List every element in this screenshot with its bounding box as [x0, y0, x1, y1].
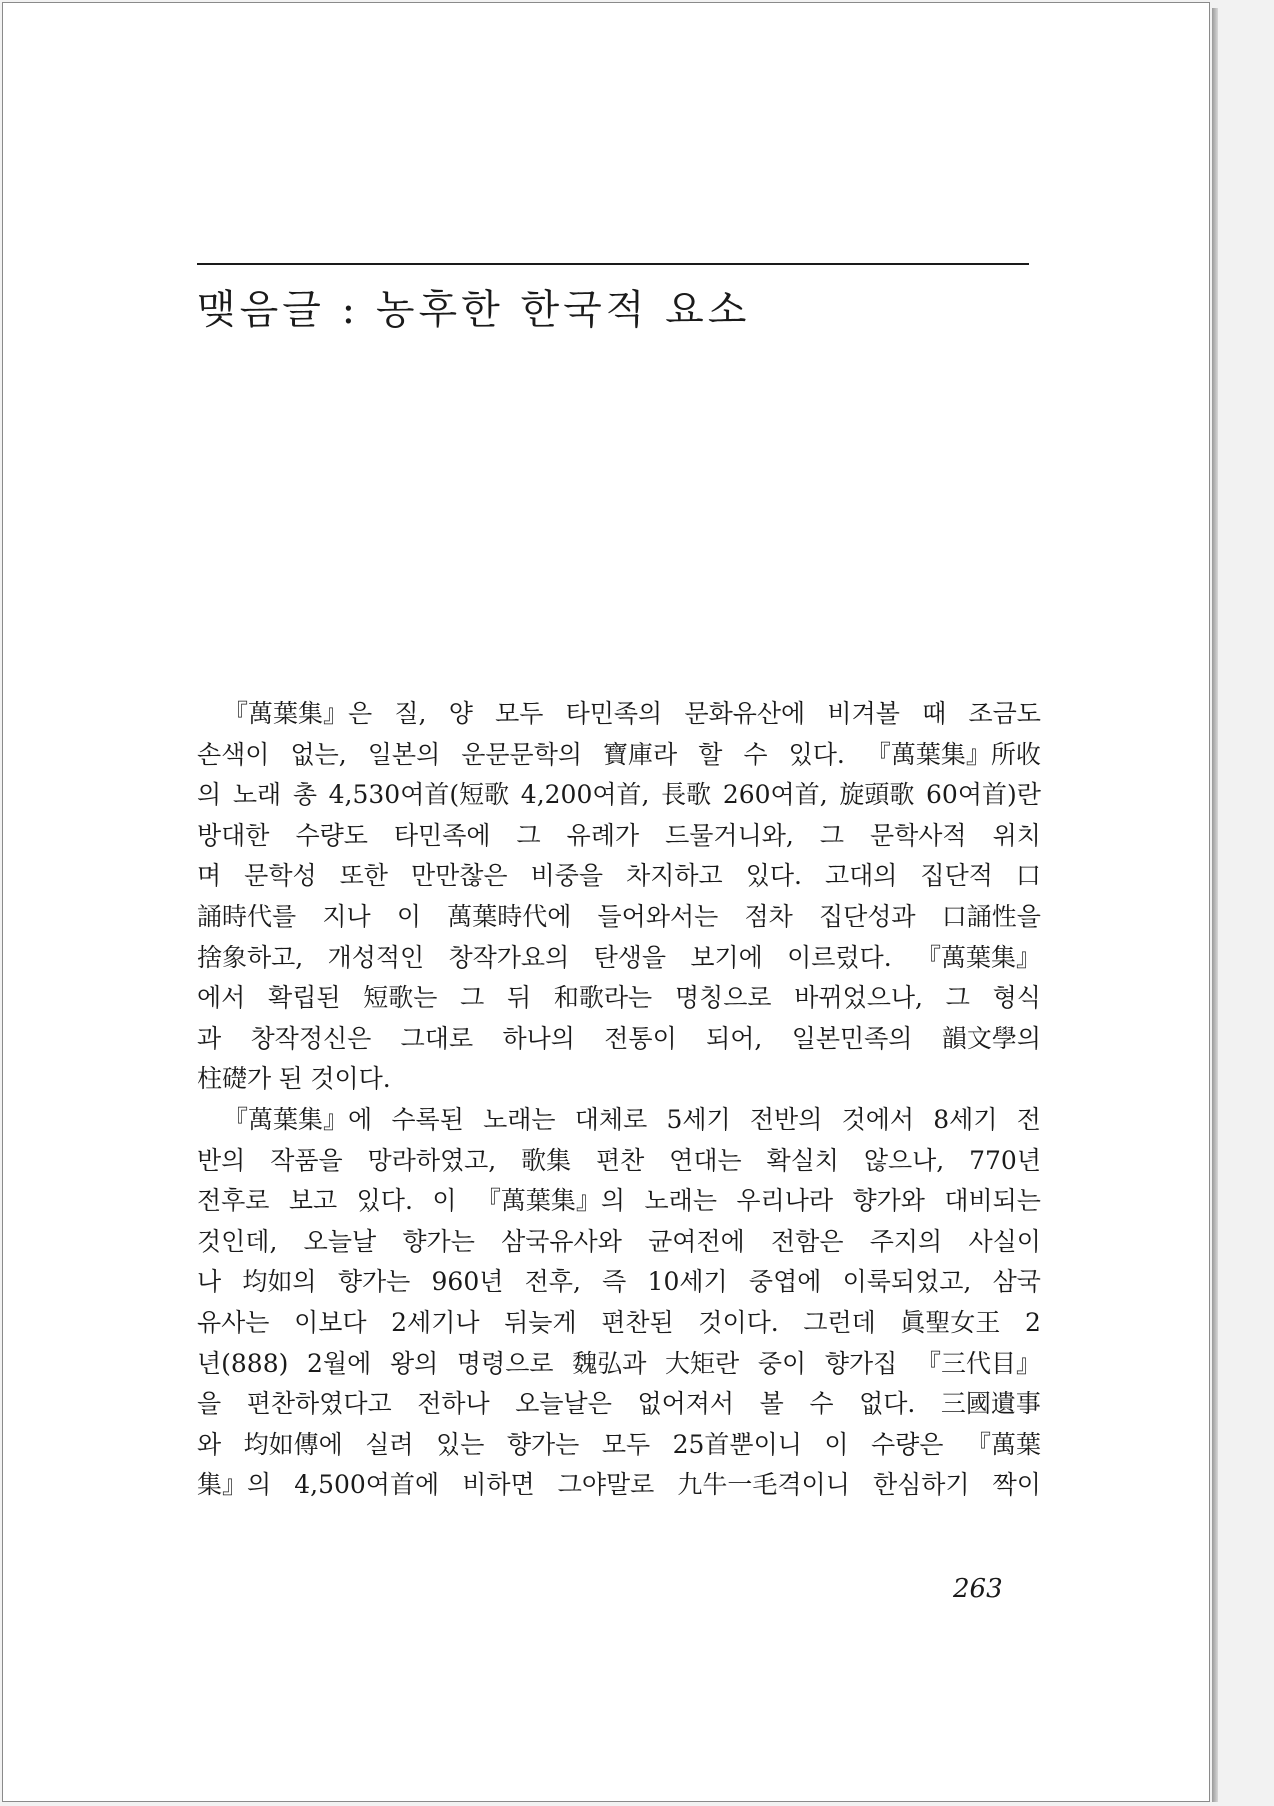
text-word: 또한 — [339, 861, 388, 891]
text-word: 되어, — [706, 1023, 763, 1053]
text-word: 노래는 — [483, 1104, 556, 1134]
text-word: 이 — [432, 1186, 457, 1216]
text-word: 한심하기 — [872, 1470, 970, 1500]
page-number: 263 — [953, 1574, 1003, 1604]
text-word: 조금도 — [968, 699, 1041, 728]
text-line — [197, 1465, 1041, 1506]
text-word: 이룩되었고, — [842, 1267, 972, 1297]
text-word: 『萬葉集』 — [915, 942, 1041, 972]
text-word: 실려 — [365, 1429, 414, 1459]
text-word: 없다. — [859, 1389, 916, 1419]
text-line — [197, 816, 1041, 857]
text-word: 수량은 — [871, 1429, 944, 1459]
text-word: 있다. — [745, 861, 802, 891]
text-word: 창작정신은 — [250, 1023, 372, 1053]
text-word: 운문문학의 — [461, 739, 583, 769]
text-word: 2월에 — [307, 1348, 372, 1378]
text-word: 없어져서 — [637, 1389, 735, 1419]
text-word: 방대한 — [197, 820, 270, 850]
text-word: 『萬葉集』의 — [475, 1186, 626, 1216]
text-word: 이보다 — [294, 1307, 367, 1337]
text-line — [197, 1222, 1041, 1263]
text-word: 대비되는 — [944, 1186, 1041, 1216]
text-word: 탄생을 — [593, 942, 667, 972]
text-word: 均如傳에 — [243, 1429, 343, 1459]
text-word: 유례가 — [566, 820, 640, 850]
text-word: 오늘날 — [303, 1226, 377, 1256]
text-word: 명령으로 — [456, 1348, 554, 1378]
text-word: 편찬 — [595, 1145, 645, 1175]
text-line — [197, 856, 1041, 897]
text-word: 이르렀다. — [787, 942, 892, 972]
text-word: 않으나, — [863, 1145, 945, 1175]
text-word: 수록된 — [391, 1104, 464, 1134]
text-line — [197, 938, 1041, 979]
text-line — [197, 1141, 1041, 1182]
text-word: 그 — [516, 820, 541, 850]
text-word: 九牛一毛격이니 — [677, 1470, 850, 1500]
text-word: 삼국유사와 — [501, 1226, 622, 1256]
text-word: 『萬葉集』에 — [223, 1104, 373, 1134]
text-word: 문학성 — [244, 861, 317, 891]
text-line — [197, 1262, 1041, 1303]
text-word: 즉 — [602, 1267, 627, 1297]
text-line — [197, 694, 1041, 735]
text-word: 이 — [824, 1429, 849, 1459]
chapter-title: 맺음글 : 농후한 한국적 요소 — [197, 287, 751, 333]
text-word: 들어와서는 — [597, 901, 719, 931]
text-word: 양 — [448, 699, 473, 728]
text-word: 4,200여首, — [520, 780, 650, 810]
text-word: 260여首, — [722, 780, 828, 810]
text-word: 10세기 — [647, 1267, 728, 1297]
text-word: 4,530여首(短歌 — [328, 780, 510, 810]
text-word: 것이다. — [698, 1307, 779, 1337]
text-word: 집단성과 — [818, 901, 916, 931]
text-word: 있다. — [788, 739, 845, 769]
text-word: 眞聖女王 — [900, 1307, 1001, 1337]
text-word: 타민족에 — [393, 820, 491, 850]
text-word: 년(888) — [197, 1348, 289, 1378]
text-word: 노래 — [232, 780, 282, 810]
text-word: 그런데 — [803, 1307, 876, 1337]
text-word: 만만찮은 — [410, 861, 508, 891]
text-word: 三國遺事 — [940, 1389, 1041, 1419]
text-word: 하나의 — [502, 1023, 575, 1053]
text-word: 口 — [1015, 861, 1041, 891]
text-word: 고대의 — [824, 861, 898, 891]
text-word: 수 — [809, 1389, 834, 1419]
text-line — [197, 1425, 1041, 1466]
text-word: 짝이 — [992, 1470, 1041, 1500]
text-word: 와 — [197, 1429, 222, 1459]
text-word: 없는, — [290, 739, 347, 769]
text-word: 오늘날은 — [515, 1389, 612, 1419]
text-word: 창작가요의 — [448, 942, 570, 972]
text-word: 그대로 — [400, 1023, 474, 1053]
text-word: 集』의 — [197, 1470, 272, 1500]
text-word: 망라하였고, — [367, 1145, 497, 1175]
text-word: 향가집 — [824, 1348, 898, 1378]
text-word: 에서 — [197, 983, 246, 1013]
text-word: 형식 — [992, 983, 1041, 1013]
text-word: 전 — [1016, 1104, 1041, 1134]
text-word: 전반의 — [749, 1104, 823, 1134]
text-word: 口誦性을 — [941, 901, 1041, 931]
text-word: 노래는 — [644, 1186, 717, 1216]
text-line — [197, 1059, 1041, 1100]
text-word: 비하면 — [462, 1470, 535, 1500]
text-word: 작품을 — [270, 1145, 343, 1175]
text-word: 수량도 — [295, 820, 368, 850]
text-word: 집단적 — [920, 861, 993, 891]
text-word: 유사는 — [197, 1307, 270, 1337]
text-word: 중엽에 — [748, 1267, 822, 1297]
text-word: 韻文學의 — [941, 1023, 1041, 1053]
text-word: 연대는 — [669, 1145, 742, 1175]
text-word: 개성적인 — [327, 942, 425, 972]
text-word: 770년 — [969, 1145, 1041, 1175]
text-word: 『萬葉 — [965, 1429, 1041, 1459]
text-word: 사실이 — [968, 1226, 1041, 1256]
text-word: 均如의 — [242, 1267, 317, 1297]
text-word: 드물거니와, — [665, 820, 794, 850]
text-word: 보고 — [288, 1186, 338, 1216]
text-word: 때 — [922, 699, 947, 728]
text-word: 이 — [396, 901, 421, 931]
text-word: 誦時代를 — [197, 901, 297, 931]
text-word: 뒤늦게 — [504, 1307, 577, 1337]
text-word: 타민족의 — [565, 699, 663, 728]
text-word: 명칭으로 — [674, 983, 772, 1013]
text-word: 8세기 — [933, 1104, 998, 1134]
text-word: 할 — [698, 739, 723, 769]
text-word: 일본민족의 — [791, 1023, 913, 1053]
text-word: 대체로 — [574, 1104, 648, 1134]
page-edge-shadow — [1212, 8, 1218, 1802]
body-text — [197, 694, 1041, 1506]
text-word: 문학사적 — [869, 820, 967, 850]
text-word: 『三代目』 — [915, 1348, 1041, 1378]
text-line — [197, 897, 1041, 938]
text-word: 그 — [945, 983, 970, 1013]
text-line — [197, 978, 1041, 1019]
text-word: 왕의 — [389, 1348, 439, 1378]
text-word: 된 — [278, 1064, 303, 1094]
text-line — [197, 775, 1041, 816]
text-word: 바뀌었으나, — [794, 983, 923, 1013]
text-word: 점차 — [744, 901, 793, 931]
text-word: 우리나라 — [736, 1186, 834, 1216]
text-word: 2세기나 — [391, 1307, 480, 1337]
text-word: 균여전에 — [648, 1226, 745, 1256]
text-word: 그야말로 — [557, 1470, 655, 1500]
text-line — [197, 1181, 1041, 1222]
text-word: 향가는 — [506, 1429, 580, 1459]
text-word: 지나 — [322, 901, 371, 931]
chapter-rule — [197, 263, 1029, 265]
text-word: 편찬하였다고 — [246, 1389, 392, 1419]
text-word: 寶庫라 — [603, 739, 678, 769]
text-word: 歌集 — [521, 1145, 572, 1175]
text-line — [197, 735, 1041, 776]
text-word: 和歌라는 — [553, 983, 653, 1013]
text-word: 나 — [197, 1267, 222, 1297]
text-word: 것인데, — [197, 1226, 278, 1256]
text-word: 『萬葉集』所收 — [865, 739, 1041, 769]
text-word: 모두 — [495, 699, 544, 728]
text-word: 총 — [292, 780, 317, 810]
text-word: 25首뿐이니 — [672, 1429, 802, 1459]
text-line — [197, 1019, 1041, 1060]
text-word: 전하나 — [417, 1389, 490, 1419]
text-word: 전후, — [524, 1267, 581, 1297]
text-word: 보기에 — [690, 942, 763, 972]
text-line — [197, 1384, 1041, 1425]
text-word: 중이 — [757, 1348, 807, 1378]
text-line — [197, 1303, 1041, 1344]
text-word: 萬葉時代에 — [447, 901, 572, 931]
text-word: 확실치 — [766, 1145, 839, 1175]
text-word: 5세기 — [666, 1104, 731, 1134]
text-word: 의 — [197, 780, 222, 810]
text-word: 전후로 — [197, 1186, 270, 1216]
text-word: 며 — [197, 861, 222, 891]
text-word: 문화유산에 — [684, 699, 806, 728]
text-word: 삼국 — [992, 1267, 1041, 1297]
text-word: 旋頭歌 — [839, 780, 915, 810]
text-word: 편찬된 — [601, 1307, 674, 1337]
text-word: 것에서 — [841, 1104, 915, 1134]
text-line — [197, 1344, 1041, 1385]
text-word: 60여首)란 — [926, 780, 1041, 810]
text-word: 것이다. — [310, 1064, 391, 1094]
text-word: 비중을 — [530, 861, 604, 891]
text-line — [197, 1100, 1041, 1141]
text-word: 볼 — [759, 1389, 784, 1419]
text-word: 4,500여首에 — [294, 1470, 440, 1500]
text-word: 일본의 — [367, 739, 441, 769]
text-word: 향가는 — [402, 1226, 475, 1256]
text-word: 있는 — [436, 1429, 485, 1459]
text-word: 捨象하고, — [197, 942, 304, 972]
text-word: 을 — [197, 1389, 222, 1419]
text-word: 차지하고 — [626, 861, 723, 891]
text-word: 전함은 — [771, 1226, 844, 1256]
text-word: 있다. — [356, 1186, 413, 1216]
text-word: 大矩란 — [665, 1348, 740, 1378]
text-word: 960년 — [431, 1267, 504, 1297]
text-word: 柱礎가 — [197, 1064, 272, 1094]
text-word: 모두 — [601, 1429, 651, 1459]
text-word: 魏弘과 — [572, 1348, 647, 1378]
text-word: 확립된 — [268, 983, 341, 1013]
text-word: 수 — [743, 739, 768, 769]
text-word: 『萬葉集』은 — [223, 699, 373, 728]
text-word: 그 — [460, 983, 485, 1013]
text-word: 뒤 — [507, 983, 532, 1013]
text-word: 위치 — [992, 820, 1041, 850]
text-word: 그 — [819, 820, 844, 850]
text-word: 질, — [394, 699, 427, 728]
text-word: 손색이 — [197, 739, 270, 769]
text-word: 2 — [1025, 1307, 1041, 1337]
text-word: 비겨볼 — [827, 699, 900, 728]
text-word: 短歌는 — [363, 983, 438, 1013]
text-word: 반의 — [197, 1145, 246, 1175]
text-word: 전통이 — [604, 1023, 677, 1053]
text-word: 향가는 — [337, 1267, 411, 1297]
text-word: 과 — [197, 1023, 222, 1053]
text-word: 주지의 — [869, 1226, 943, 1256]
text-word: 향가와 — [852, 1186, 925, 1216]
text-word: 長歌 — [661, 780, 712, 810]
